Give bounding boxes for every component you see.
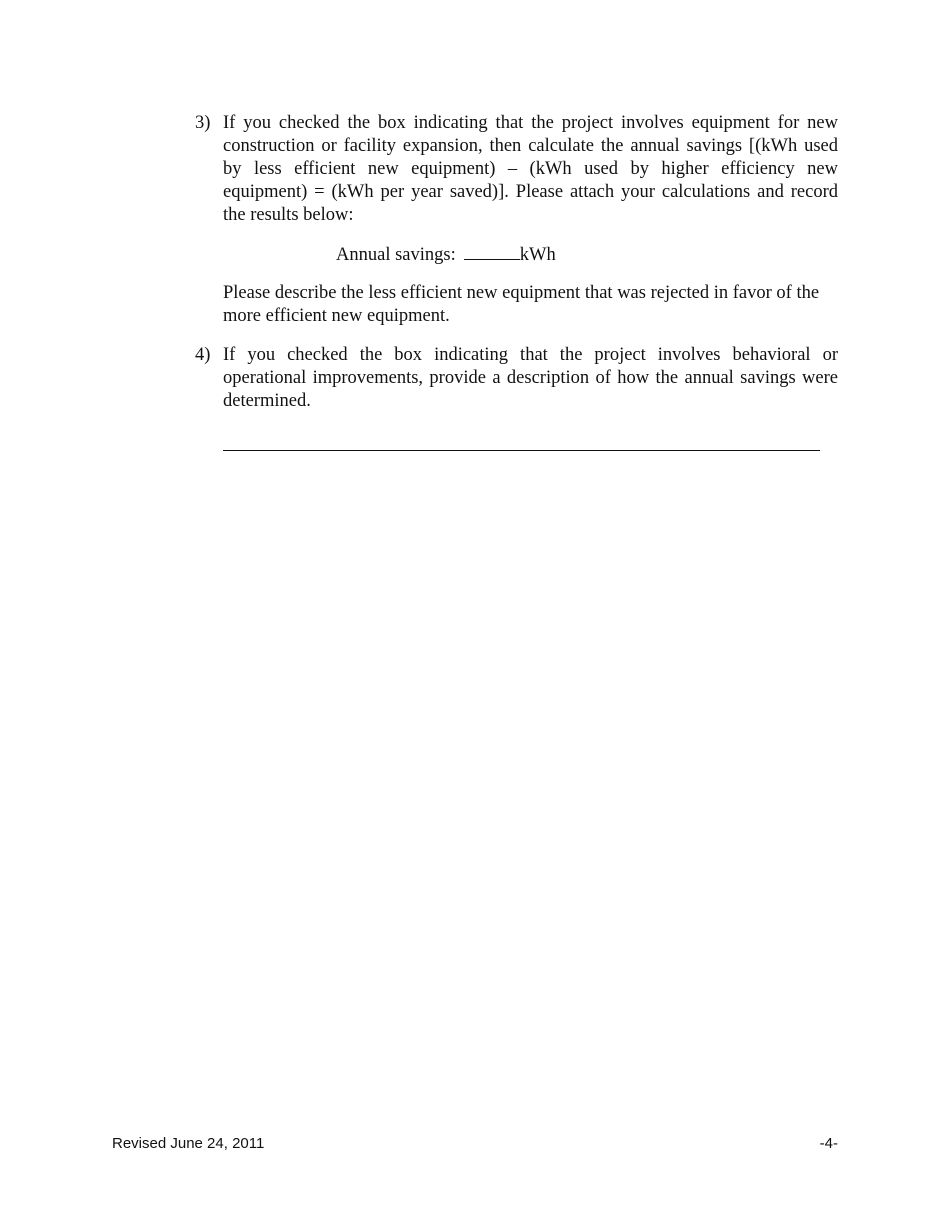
question-text: If you checked the box indicating that the project involves equipment for new construction or facility expansion, then calculate the annual savings [(kWh used by less efficient new equipment) – (kWh used by higher efficiency new equipment) = (kWh per year saved)]. Please attach your calculations and record the results below: — [223, 113, 838, 225]
page-number: -4- — [819, 1135, 838, 1152]
question-3 — [195, 112, 838, 227]
annual-savings-blank[interactable] — [464, 243, 520, 260]
annual-savings-line — [336, 243, 556, 267]
question-number: 3) — [195, 113, 211, 133]
describe-equipment-prompt: Please describe the less efficient new equipment that was rejected in favor of the more efficient new equipment. — [223, 283, 820, 326]
question-number: 4) — [195, 345, 211, 365]
answer-blank-line[interactable] — [223, 450, 820, 451]
question-text: If you checked the box indicating that the project involves behavioral or operational improvements, provide a description of how the annual savings were determined. — [223, 345, 838, 411]
question-4 — [195, 344, 838, 413]
annual-savings-label: Annual savings: — [336, 245, 456, 265]
revision-date: Revised June 24, 2011 — [112, 1135, 265, 1152]
annual-savings-unit: kWh — [519, 245, 556, 265]
